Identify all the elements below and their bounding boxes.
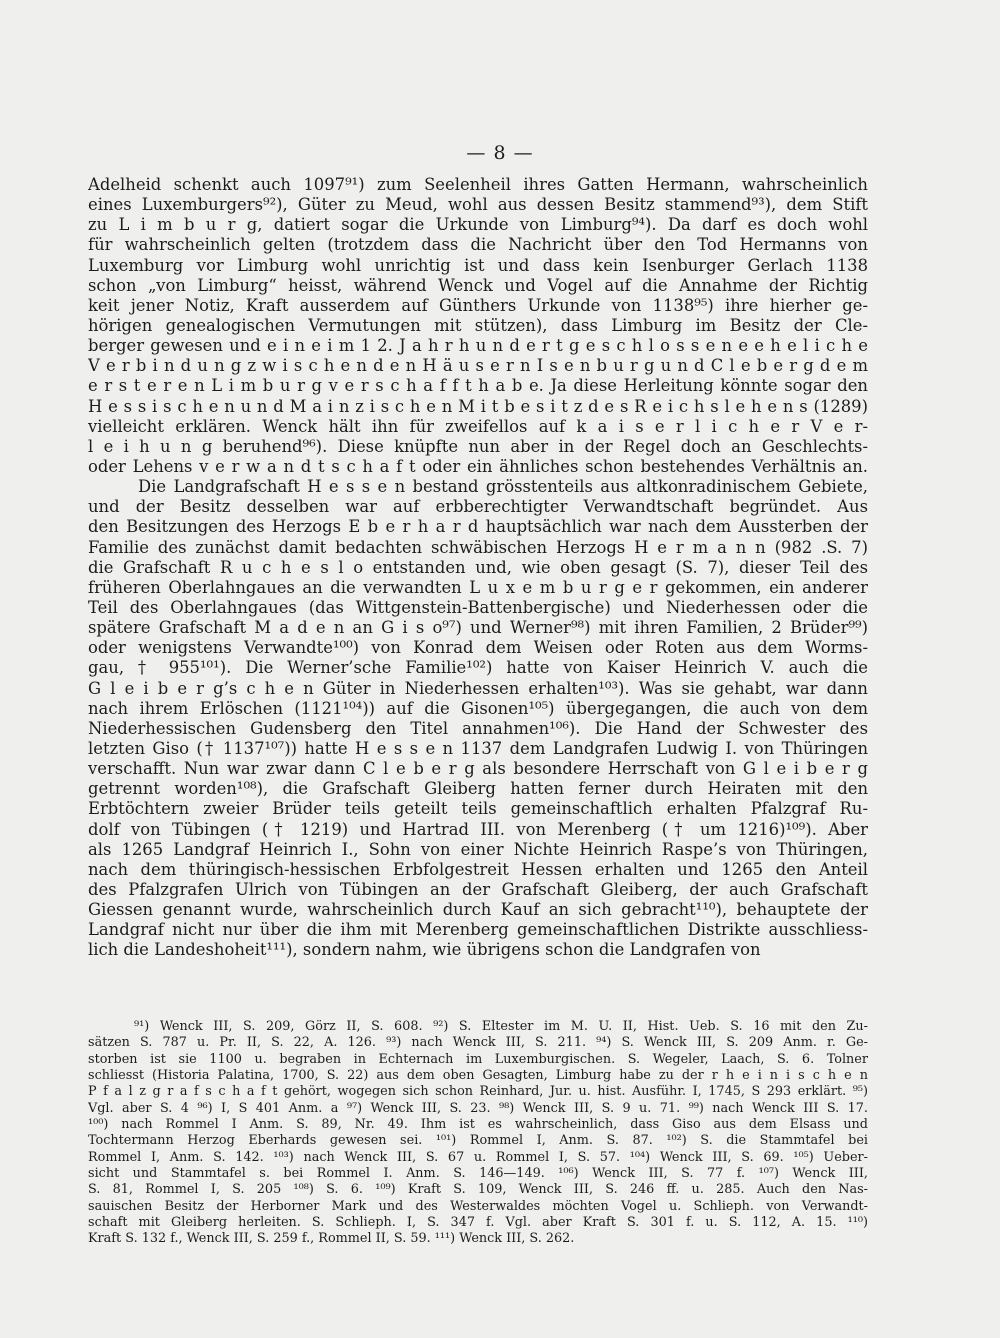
text-line: oder wenigstens Verwandte¹⁰⁰) von Konrad dem Weisen oder Roten aus dem Worms- [88, 638, 868, 658]
text-line: Luxemburg vor Limburg wohl unrichtig ist und dass kein Isenburger Gerlach 1138 [88, 255, 868, 275]
text-line: berger gewesen und e i n e i m 1 2. J a h r h u n d e r t g e s c h l o s s e n e e h e l i c h e [88, 336, 868, 356]
footnotes [88, 1019, 868, 1248]
footnote-line: ¹⁰⁰) nach Rommel I Anm. S. 89, Nr. 49. Ihm ist es wahrscheinlich, dass Giso aus dem Elsass und [88, 1117, 868, 1133]
text-line: lich die Landeshoheit¹¹¹), sondern nahm, wie übrigens schon die Landgrafen von [88, 940, 761, 960]
text-line: Die Landgrafschaft H e s s e n bestand grösstenteils aus altkonradinischem Gebiete, [138, 477, 868, 497]
text-line: H e s s i s c h e n u n d M a i n z i s c h e n M i t b e s i t z d e s R e i c h s l e h e n s (1289) [88, 396, 868, 416]
footnote-line: Tochtermann Herzog Eberhards gewesen sei. ¹⁰¹) Rommel I, Anm. S. 87. ¹⁰²) S. die Stammtafel bei [88, 1133, 868, 1149]
footnote-line: schliesst (Historia Palatina, 1700, S. 22) aus dem oben Gesagten, Limburg habe zu der r h e i n i s c h e n [88, 1068, 868, 1084]
footnote-line: sätzen S. 787 u. Pr. II, S. 22, A. 126. ⁹³) nach Wenck III, S. 211. ⁹⁴) S. Wenck III, S. 209 Anm. r. Ge- [88, 1035, 868, 1051]
text-line: V e r b i n d u n g z w i s c h e n d e n H ä u s e r n I s e n b u r g u n d C l e b e r g d e m [88, 356, 868, 376]
text-line: getrennt worden¹⁰⁸), die Grafschaft Gleiberg hatten ferner durch Heiraten mit den [88, 779, 868, 799]
footnote-line: ⁹¹) Wenck III, S. 209, Görz II, S. 608. ⁹²) S. Eltester im M. U. II, Hist. Ueb. S. 16 mit den Zu- [134, 1019, 868, 1034]
text-line: früheren Oberlahngaues an die verwandten L u x e m b u r g e r gekommen, ein anderer [88, 577, 868, 597]
text-line: eines Luxemburgers⁹²), Güter zu Meud, wohl aus dessen Besitz stammend⁹³), dem Stift [88, 195, 868, 215]
text-line: als 1265 Landgraf Heinrich I., Sohn von einer Nichte Heinrich Raspe’s von Thüringen, [88, 839, 868, 859]
footnote-line: P f a l z g r a f s c h a f t gehört, wogegen sich schon Reinhard, Jur. u. hist. Ausführ. I, 1745, S 293 erklärt. ⁹⁵) [88, 1084, 868, 1100]
text-line: Niederhessischen Gudensberg den Titel annahmen¹⁰⁶). Die Hand der Schwester des [88, 718, 868, 738]
text-line: gau, † 955¹⁰¹). Die Werner’sche Familie¹⁰²) hatte von Kaiser Heinrich V. auch die [88, 658, 868, 678]
text-line: des Pfalzgrafen Ulrich von Tübingen an der Grafschaft Gleiberg, der auch Grafschaft [88, 879, 868, 899]
text-line: den Besitzungen des Herzogs E b e r h a r d hauptsächlich war nach dem Aussterben der [88, 517, 868, 537]
footnote-line: Kraft S. 132 f., Wenck III, S. 259 f., Rommel II, S. 59. ¹¹¹) Wenck III, S. 262. [88, 1231, 575, 1247]
footnote-line: sicht und Stammtafel s. bei Rommel I. Anm. S. 146—149. ¹⁰⁶) Wenck III, S. 77 f. ¹⁰⁷) Wenck III, [88, 1166, 868, 1182]
text-line: nach ihrem Erlöschen (1121¹⁰⁴)) auf die Gisonen¹⁰⁵) übergegangen, die auch von dem [88, 698, 868, 718]
text-line: schon „von Limburg“ heisst, während Wenck und Vogel auf die Annahme der Richtig [88, 275, 868, 295]
text-line: e r s t e r e n L i m b u r g v e r s c h a f f t h a b e. Ja diese Herleitung könnte sogar den [88, 376, 868, 396]
text-line: Familie des zunächst damit bedachten schwäbischen Herzogs H e r m a n n (982 .S. 7) [88, 537, 868, 557]
text-line: dolf von Tübingen († 1219) und Hartrad III. von Merenberg († um 1216)¹⁰⁹). Aber [88, 819, 868, 839]
main-text [88, 175, 868, 960]
text-line: für wahrscheinlich gelten (trotzdem dass die Nachricht über den Tod Hermanns von [88, 235, 868, 255]
text-line: G l e i b e r g’s c h e n Güter in Niederhessen erhalten¹⁰³). Was sie gehabt, war dann [88, 678, 868, 698]
footnote-line: schaft mit Gleiberg herleiten. S. Schlieph. I, S. 347 f. Vgl. aber Kraft S. 301 f. u. S. 112, A. 15. ¹¹⁰) [88, 1215, 868, 1231]
text-line: Adelheid schenkt auch 1097⁹¹) zum Seelenheil ihres Gatten Hermann, wahrscheinlich [88, 175, 868, 194]
text-line: vielleicht erklären. Wenck hält ihn für zweifellos auf k a i s e r l i c h e r V e r- [88, 416, 868, 436]
text-line: verschafft. Nun war zwar dann C l e b e r g als besondere Herrschaft von G l e i b e r g [88, 759, 868, 779]
footnote-line: storben ist sie 1100 u. begraben in Echternach im Luxemburgischen. S. Wegeler, Laach, S. 6. Tolner [88, 1051, 868, 1067]
text-line: spätere Grafschaft M a d e n an G i s o⁹⁷) und Werner⁹⁸) mit ihren Familien, 2 Brüder⁹⁹) [88, 618, 868, 638]
text-line: l e i h u n g beruhend⁹⁶). Diese knüpfte nun aber in der Regel doch an Geschlechts- [88, 436, 868, 456]
text-line: keit jener Notiz, Kraft ausserdem auf Günthers Urkunde von 1138⁹⁵) ihre hierher ge- [88, 295, 868, 315]
text-line: nach dem thüringisch-hessischen Erbfolgestreit Hessen erhalten und 1265 den Anteil [88, 859, 868, 879]
text-line: letzten Giso († 1137¹⁰⁷)) hatte H e s s e n 1137 dem Landgrafen Ludwig I. von Thüringen [88, 738, 868, 758]
text-line: Landgraf nicht nur über die ihm mit Merenberg gemeinschaftlichen Distrikte ausschliess- [88, 920, 868, 940]
footnote-line: Rommel I, Anm. S. 142. ¹⁰³) nach Wenck III, S. 67 u. Rommel I, S. 57. ¹⁰⁴) Wenck III, S. 69. ¹⁰⁵) Ueber- [88, 1149, 868, 1165]
text-line: Teil des Oberlahngaues (das Wittgenstein-Battenbergische) und Niederhessen oder die [88, 597, 868, 617]
footnote-line: Vgl. aber S. 4 ⁹⁶) I, S 401 Anm. a ⁹⁷) Wenck III, S. 23. ⁹⁸) Wenck III, S. 9 u. 71. ⁹⁹) nach Wenck III S. 17. [88, 1100, 868, 1116]
text-line: und der Besitz desselben war auf erbberechtigter Verwandtschaft begründet. Aus [88, 497, 868, 517]
text-line: oder Lehens v e r w a n d t s c h a f t oder ein ähnliches schon bestehendes Verhältnis an. [88, 456, 868, 476]
text-line: die Grafschaft R u c h e s l o entstanden und, wie oben gesagt (S. 7), dieser Teil des [88, 557, 868, 577]
text-line: Erbtöchtern zweier Brüder teils geteilt teils gemeinschaftlich erhalten Pfalzgraf Ru- [88, 799, 868, 819]
text-line: hörigen genealogischen Vermutungen mit stützen), dass Limburg im Besitz der Cle- [88, 315, 868, 335]
text-line: zu L i m b u r g, datiert sogar die Urkunde von Limburg⁹⁴). Da darf es doch wohl [88, 215, 868, 235]
footnote-line: sauischen Besitz der Herborner Mark und des Westerwaldes möchten Vogel u. Schlieph. von Verwandt- [88, 1198, 868, 1214]
text-line: Giessen genannt wurde, wahrscheinlich durch Kauf an sich gebracht¹¹⁰), behauptete der [88, 900, 868, 920]
page-number: — 8 — [466, 142, 534, 164]
footnote-line: S. 81, Rommel I, S. 205 ¹⁰⁸) S. 6. ¹⁰⁹) Kraft S. 109, Wenck III, S. 246 ff. u. 285. Auch den Nas- [88, 1182, 868, 1198]
